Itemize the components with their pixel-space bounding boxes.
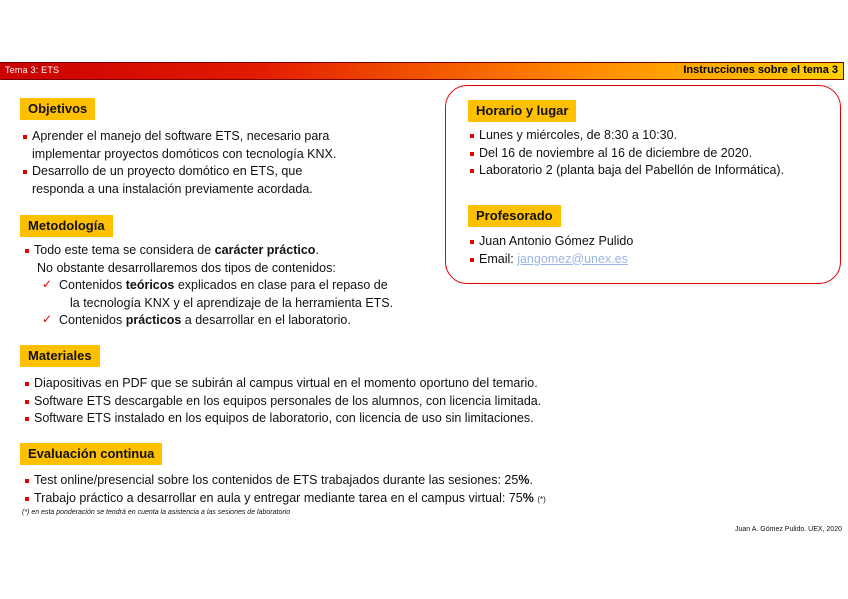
list-item: Juan Antonio Gómez Pulido bbox=[467, 233, 633, 251]
objetivos-list bbox=[20, 128, 336, 198]
emphasis: carácter práctico bbox=[214, 243, 316, 257]
horario-heading: Horario y lugar bbox=[468, 100, 576, 122]
text: Trabajo práctico a desarrollar en aula y entregar mediante tarea en el campus virtual: 75 bbox=[34, 490, 523, 505]
check-icon: ✓ bbox=[42, 277, 53, 291]
objetivos-heading: Objetivos bbox=[20, 98, 95, 120]
profesorado-list bbox=[467, 233, 633, 268]
list-item: Aprender el manejo del software ETS, necesario para bbox=[20, 128, 336, 146]
metodologia-heading: Metodología bbox=[20, 215, 113, 237]
check-item bbox=[22, 277, 393, 295]
list-item bbox=[22, 472, 546, 490]
list-item-continuation: responda a una instalación previamente acordada. bbox=[32, 181, 313, 196]
text: Test online/presencial sobre los contenidos de ETS trabajados durante las sesiones: 25 bbox=[34, 473, 519, 487]
materiales-heading: Materiales bbox=[20, 345, 100, 367]
list-item-continuation: implementar proyectos domóticos con tecnología KNX. bbox=[32, 146, 337, 161]
evaluacion-list bbox=[22, 472, 546, 508]
footnote: (*) en esta ponderación se tendrá en cuenta la asistencia a las sesiones de laboratorio bbox=[22, 509, 291, 516]
text: Contenidos bbox=[59, 278, 126, 292]
metodologia-list bbox=[22, 242, 393, 330]
profesorado-heading: Profesorado bbox=[468, 205, 561, 227]
footer-credit: Juan A. Gómez Pulido. UEX, 2020 bbox=[734, 526, 842, 533]
evaluacion-heading: Evaluación continua bbox=[20, 443, 162, 465]
text: Contenidos bbox=[59, 313, 126, 327]
text: . bbox=[315, 243, 319, 257]
horario-list bbox=[467, 127, 784, 180]
text: a desarrollar en el laboratorio. bbox=[181, 313, 351, 327]
slide-title: Instrucciones sobre el tema 3 bbox=[683, 64, 838, 76]
list-item bbox=[22, 242, 393, 260]
check-item bbox=[22, 312, 393, 330]
email-link[interactable]: jangomez@unex.es bbox=[517, 251, 628, 266]
emphasis: % bbox=[518, 473, 530, 487]
check-item-continuation: la tecnología KNX y el aprendizaje de la herramienta ETS. bbox=[70, 295, 394, 310]
footnote-marker: (*) bbox=[537, 494, 546, 504]
list-item: Desarrollo de un proyecto domótico en ETS, que bbox=[20, 163, 336, 181]
list-item bbox=[22, 490, 546, 509]
list-item: Software ETS descargable en los equipos personales de los alumnos, con licencia limitada. bbox=[22, 393, 541, 411]
text: explicados en clase para el repaso de bbox=[174, 278, 388, 292]
text: Email: bbox=[479, 251, 518, 266]
emphasis: prácticos bbox=[125, 313, 182, 327]
list-item bbox=[467, 251, 633, 269]
topic-label: Tema 3: ETS bbox=[5, 65, 60, 75]
list-item: Diapositivas en PDF que se subirán al campus virtual en el momento oportuno del temario. bbox=[22, 375, 541, 393]
emphasis: teóricos bbox=[125, 278, 175, 292]
text: . bbox=[529, 473, 533, 487]
emphasis: % bbox=[522, 490, 534, 505]
materiales-list bbox=[22, 375, 541, 428]
title-bar bbox=[0, 62, 844, 80]
list-item-continuation: No obstante desarrollaremos dos tipos de contenidos: bbox=[37, 260, 336, 275]
list-item: Software ETS instalado en los equipos de laboratorio, con licencia de uso sin limitaciones. bbox=[22, 410, 541, 428]
list-item: Lunes y miércoles, de 8:30 a 10:30. bbox=[467, 127, 784, 145]
list-item: Laboratorio 2 (planta baja del Pabellón de Informática). bbox=[467, 162, 784, 180]
list-item: Del 16 de noviembre al 16 de diciembre de 2020. bbox=[467, 145, 784, 163]
text: Todo este tema se considera de bbox=[34, 243, 215, 257]
check-icon: ✓ bbox=[42, 312, 53, 326]
